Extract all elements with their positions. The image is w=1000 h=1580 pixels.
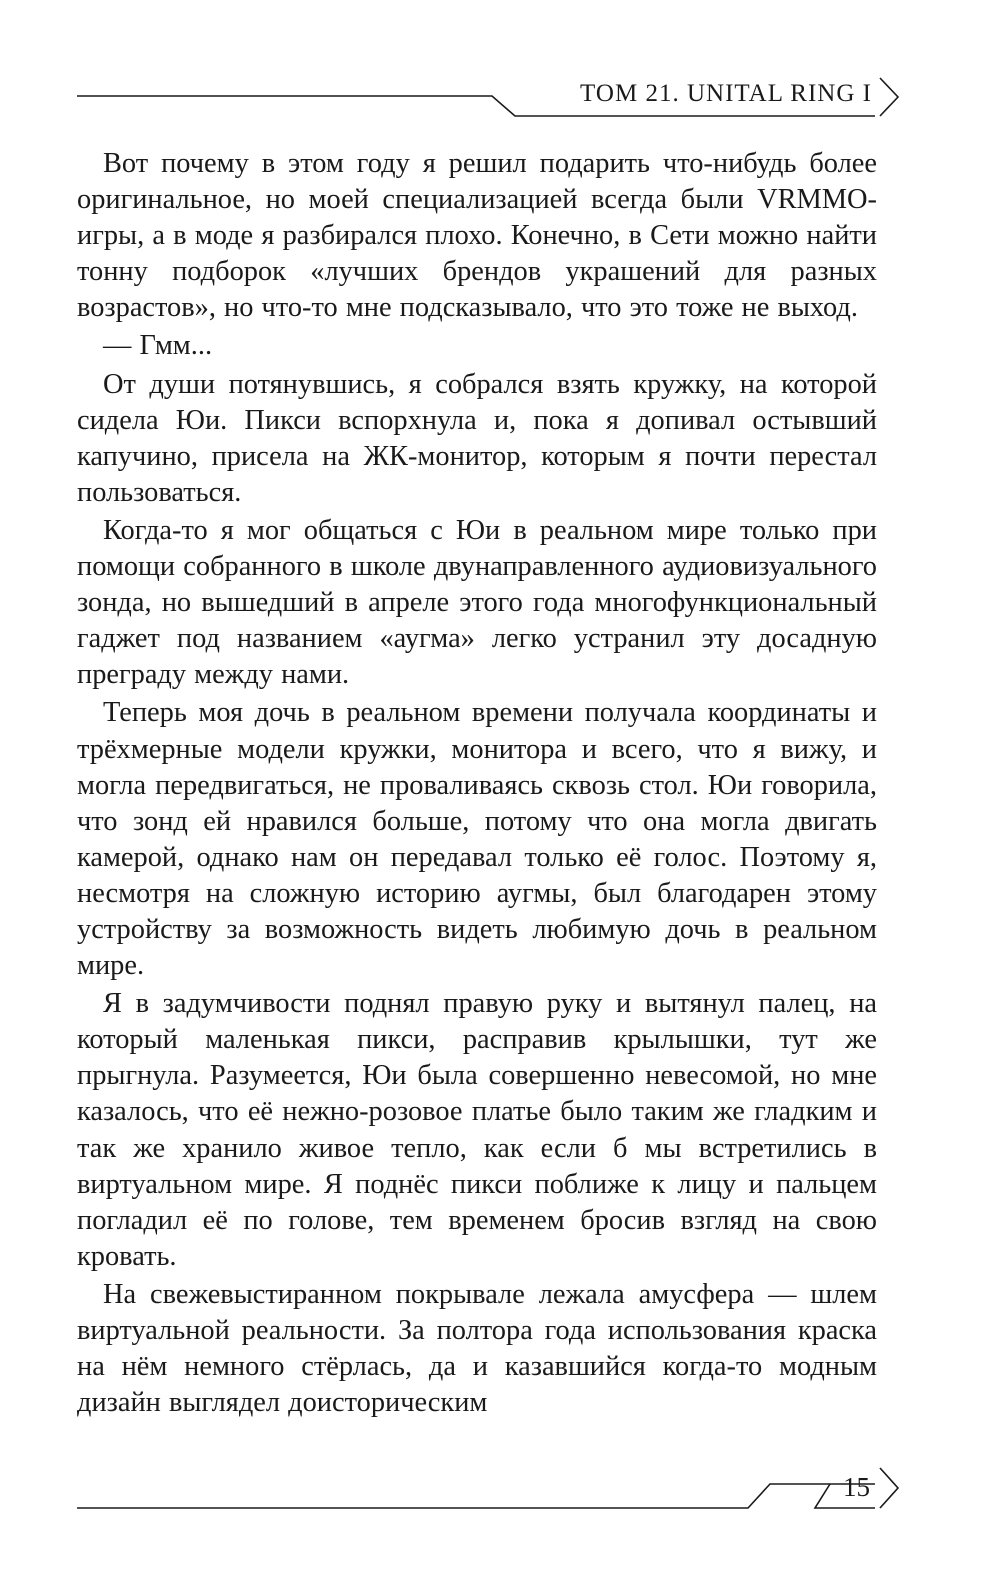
paragraph: На свежевыстиранном покрывале лежала амусфера — шлем виртуальной реальности. За полтора года использования краска на нём немного стёрлась, да и казавшийся когда-то модным дизайн выглядел доисторическим bbox=[77, 1278, 877, 1419]
paragraph: Я в задумчивости поднял правую руку и вытянул палец, на который маленькая пикси, расправив крылышки, тут же прыгнула. Разумеется, Юи была совершенно невесомой, но мне казалось, что её нежно-розовое платье было таким же гладким и так же хранило живое тепло, как если б мы встретились в виртуальном мире. Я поднёс пикси поближе к лицу и пальцем погладил её по голове, тем временем бросив взгляд на свою кровать. bbox=[77, 988, 877, 1272]
page-number: 15 bbox=[843, 1472, 870, 1502]
footer bbox=[0, 1460, 1000, 1530]
paragraph: Когда-то я мог общаться с Юи в реальном мире только при помощи собранного в школе двунаправленного аудиовизуального зонда, но вышедший в апреле этого года многофункциональный гаджет под названием «аугма» легко устранил эту досадную преграду между нами. bbox=[77, 514, 877, 691]
paragraph: — Гмм... bbox=[103, 330, 213, 362]
paragraph: От души потянувшись, я собрался взять кружку, на которой сидела Юи. Пикси вспорхнула и, пока я допивал остывший капучино, присела на ЖК-монитор, которым я почти перестал пользоваться. bbox=[77, 368, 877, 508]
page-text bbox=[77, 146, 877, 1421]
running-title: ТОМ 21. UNITAL RING I bbox=[579, 80, 872, 107]
paragraph: Теперь моя дочь в реальном времени получала координаты и трёхмерные модели кружки, монитора и всего, что я вижу, и могла передвигаться, не проваливаясь сквозь стол. Юи говорила, что зонд ей нравился больше, потому что она могла двигать камерой, однако нам он передавал только её голос. Поэтому я, несмотря на сложную историю аугмы, был благодарен этому устройству за возможность видеть любимую дочь в реальном мире. bbox=[77, 697, 877, 982]
paragraph: Вот почему в этом году я решил подарить что-нибудь более оригинальное, но моей специализацией всегда были VRMMO-игры, а в моде я разбирался плохо. Конечно, в Сети можно найти тонну подборок «лучших брендов украшений для разных возрастов», но что-то мне подсказывало, что это тоже не выход. bbox=[77, 148, 877, 324]
running-head bbox=[0, 70, 1000, 130]
